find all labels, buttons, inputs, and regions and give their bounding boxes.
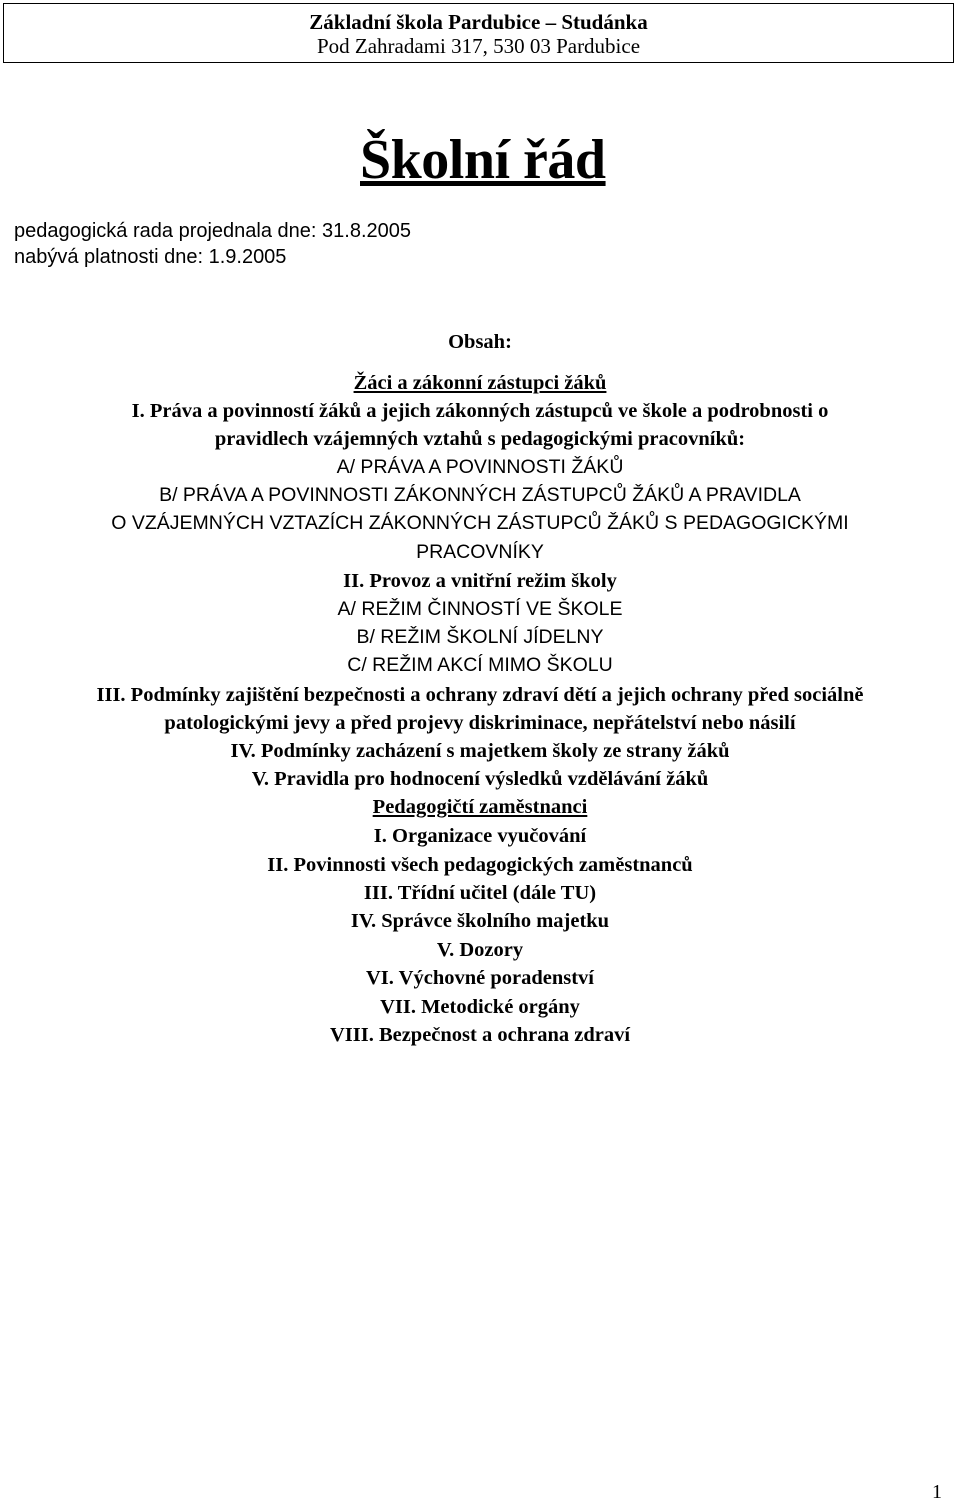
toc-item: V. Pravidla pro hodnocení výsledků vzdělávání žáků (251, 768, 709, 790)
toc-item: IV. Správce školního majetku (350, 910, 610, 932)
school-header-box (3, 3, 954, 63)
school-address: Pod Zahradami 317, 530 03 Pardubice (316, 34, 641, 58)
page-number: 1 (932, 1481, 942, 1503)
meta-discussed: pedagogická rada projednala dne: 31.8.2005 (14, 220, 411, 242)
toc-heading: Obsah: (448, 331, 512, 353)
toc-item: II. Povinnosti všech pedagogických zaměstnanců (267, 854, 693, 876)
toc-section2-heading: Pedagogičtí zaměstnanci (372, 796, 588, 818)
toc-item: C/ REŽIM AKCÍ MIMO ŠKOLU (347, 654, 613, 676)
toc-item: patologickými jevy a před projevy diskriminace, nepřátelství nebo násilí (164, 712, 796, 734)
school-name: Základní škola Pardubice – Studánka (309, 10, 648, 34)
meta-effective: nabývá platnosti dne: 1.9.2005 (14, 246, 287, 268)
toc-item: pravidlech vzájemných vztahů s pedagogickými pracovníků: (214, 428, 746, 450)
meta-block (14, 218, 411, 270)
toc-item: A/ PRÁVA A POVINNOSTI ŽÁKŮ (336, 456, 624, 478)
toc-item: B/ REŽIM ŠKOLNÍ JÍDELNY (356, 626, 604, 648)
toc-item: VII. Metodické orgány (380, 996, 580, 1018)
toc-section1-heading: Žáci a zákonní zástupci žáků (353, 372, 607, 394)
toc-item: B/ PRÁVA A POVINNOSTI ZÁKONNÝCH ZÁSTUPCŮ ŽÁKŮ A PRAVIDLA (159, 484, 801, 506)
toc-item: I. Organizace vyučování (373, 825, 587, 847)
document-title: Školní řád (360, 129, 606, 191)
toc-item: III. Třídní učitel (dále TU) (363, 882, 597, 904)
toc-item: I. Práva a povinností žáků a jejich zákonných zástupců ve škole a podrobnosti o (131, 400, 829, 422)
toc-item: VIII. Bezpečnost a ochrana zdraví (329, 1024, 631, 1046)
toc-item: A/ REŽIM ČINNOSTÍ VE ŠKOLE (337, 598, 623, 620)
toc-item: PRACOVNÍKY (416, 541, 544, 563)
toc-item: O VZÁJEMNÝCH VZTAZÍCH ZÁKONNÝCH ZÁSTUPCŮ ŽÁKŮ S PEDAGOGICKÝMI (111, 512, 849, 534)
toc-item: VI. Výchovné poradenství (366, 967, 594, 989)
toc-item: IV. Podmínky zacházení s majetkem školy ze strany žáků (230, 740, 730, 762)
toc-item: III. Podmínky zajištění bezpečnosti a ochrany zdraví dětí a jejich ochrany před sociálně (96, 684, 864, 706)
toc-item: II. Provoz a vnitřní režim školy (343, 570, 617, 592)
toc-item: V. Dozory (436, 939, 524, 961)
